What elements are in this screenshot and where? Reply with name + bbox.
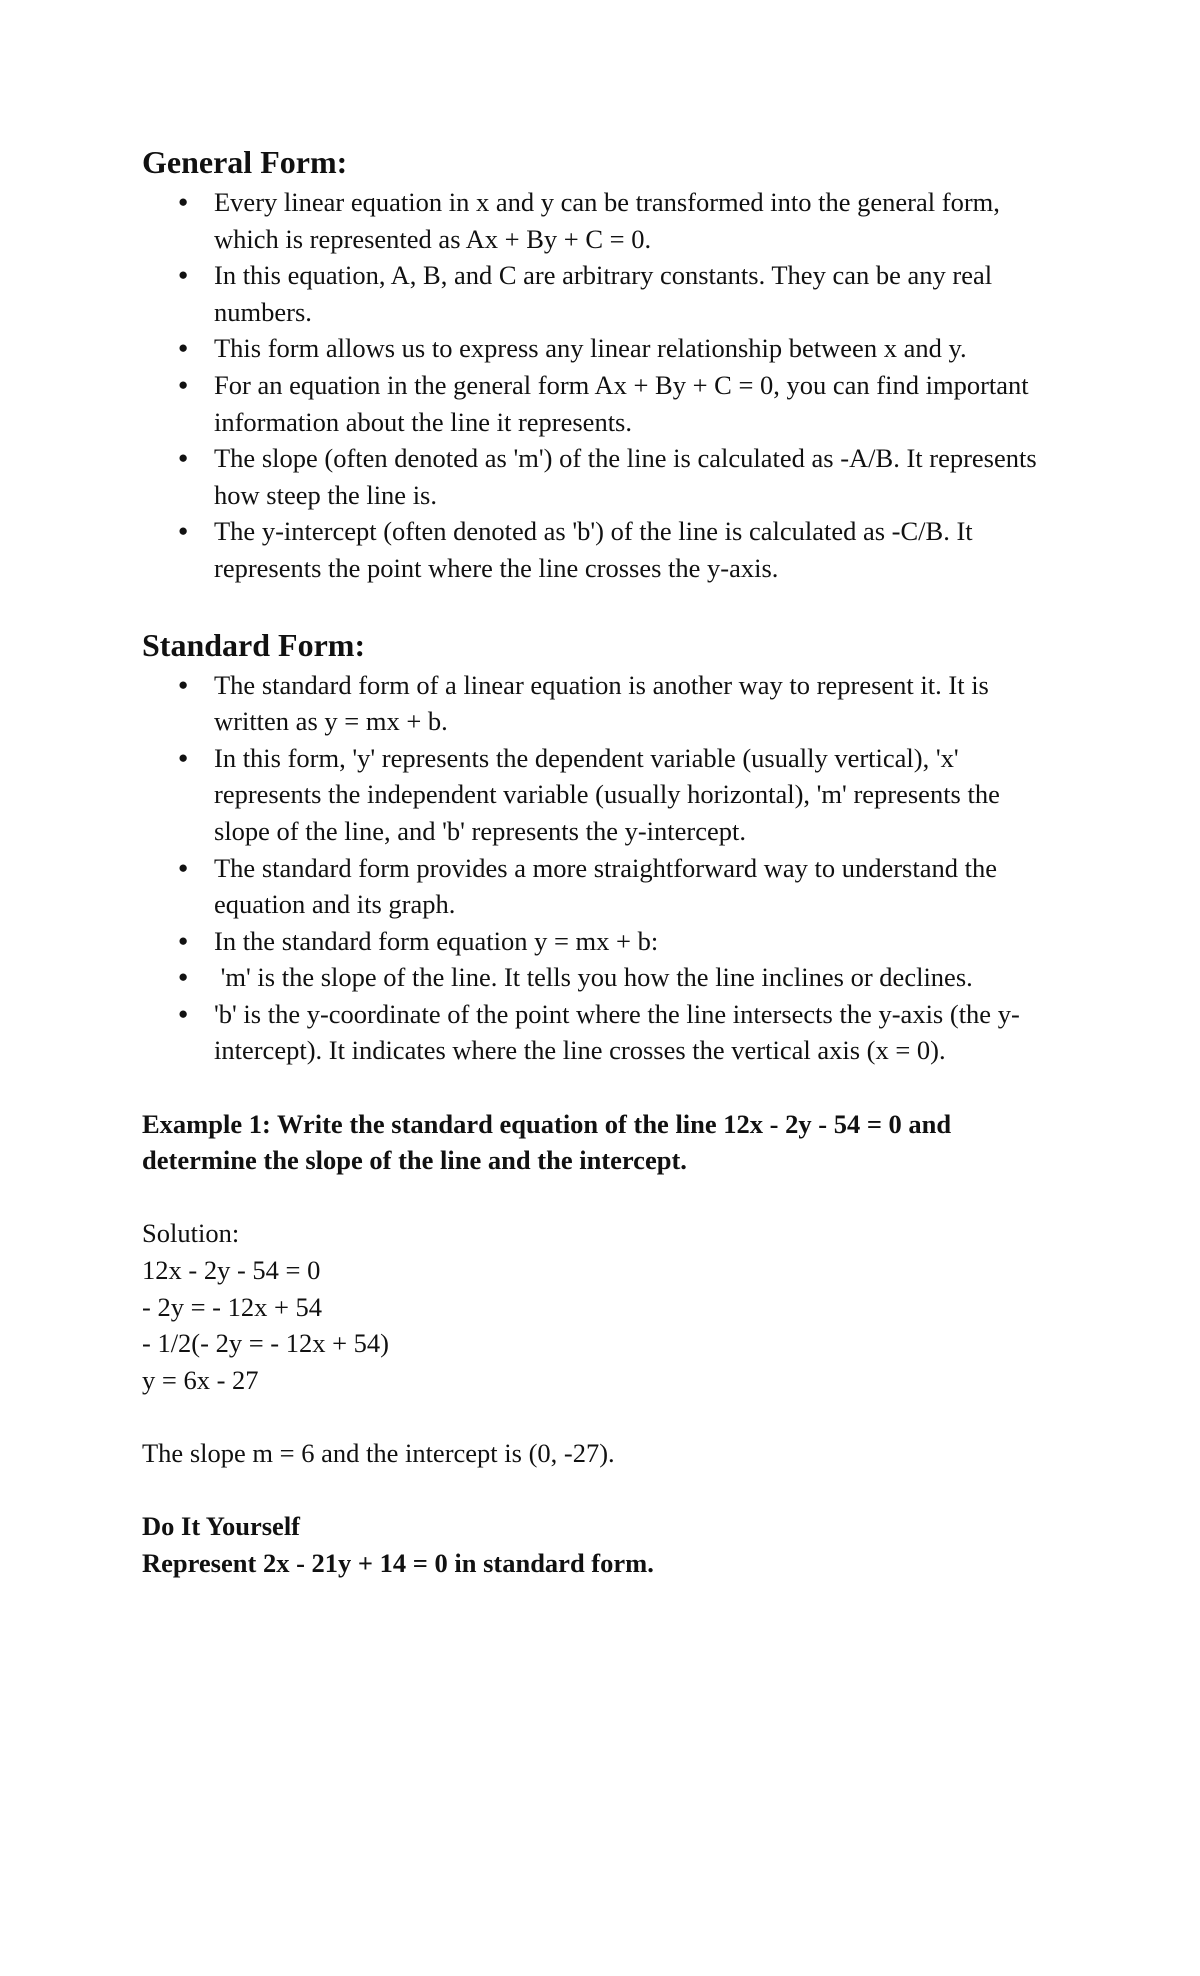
list-item: ● The standard form provides a more straightforward way to understand the equation and its graph. — [214, 850, 1060, 923]
solution-step: y = 6x - 27 — [142, 1364, 259, 1395]
list-item: ● The y-intercept (often denoted as 'b') of the line is calculated as -C/B. It represents the point where the line crosses the y-axis. — [214, 513, 1060, 586]
spacer — [142, 1069, 1060, 1106]
list-item: ● 'b' is the y-coordinate of the point where the line intersects the y-axis (the y-intercept). It indicates where the line crosses the vertical axis (x = 0). — [214, 996, 1060, 1069]
solution-step: - 2y = - 12x + 54 — [142, 1291, 323, 1322]
list-item: ● Every linear equation in x and y can be transformed into the general form, which is represented as Ax + By + C = 0. — [214, 184, 1060, 257]
standard-form-heading: Standard Form: — [142, 626, 366, 663]
solution-conclusion: The slope m = 6 and the intercept is (0, -27). — [142, 1438, 615, 1468]
spacer — [142, 1398, 1060, 1435]
standard-form-list — [142, 667, 1060, 1070]
list-item: ● In this equation, A, B, and C are arbitrary constants. They can be any real numbers. — [214, 257, 1060, 330]
general-form-heading: General Form: — [142, 144, 348, 180]
solution-step: - 1/2(- 2y = - 12x + 54) — [142, 1328, 390, 1359]
solution-label: Solution: — [142, 1218, 240, 1249]
spacer — [142, 1179, 1060, 1216]
example-heading: Example 1: Write the standard equation of the line 12x - 2y - 54 = 0 and determine the slope of the line and the intercept. — [142, 1108, 952, 1176]
list-item: ● The standard form of a linear equation is another way to represent it. It is written as y = mx + b. — [214, 667, 1060, 740]
exercise-task: Represent 2x - 21y + 14 = 0 in standard form. — [142, 1547, 654, 1578]
list-item: ● For an equation in the general form Ax + By + C = 0, you can find important information about the line it represents. — [214, 367, 1060, 440]
general-form-list — [142, 184, 1060, 587]
spacer — [142, 1472, 1060, 1509]
list-item: ● 'm' is the slope of the line. It tells you how the line inclines or declines. — [214, 959, 1060, 996]
solution-step: 12x - 2y - 54 = 0 — [142, 1255, 321, 1286]
section-spacer — [142, 587, 1060, 625]
list-item: ● In the standard form equation y = mx + b: — [214, 923, 1060, 960]
list-item: ● In this form, 'y' represents the dependent variable (usually vertical), 'x' represents the independent variable (usually horizontal), 'm' represents the slope of the line, and 'b' represents the y-intercept. — [214, 740, 1060, 850]
list-item: ● The slope (often denoted as 'm') of the line is calculated as -A/B. It represents how steep the line is. — [214, 440, 1060, 513]
exercise-title: Do It Yourself — [142, 1511, 301, 1542]
list-item: ● This form allows us to express any linear relationship between x and y. — [214, 330, 1060, 367]
